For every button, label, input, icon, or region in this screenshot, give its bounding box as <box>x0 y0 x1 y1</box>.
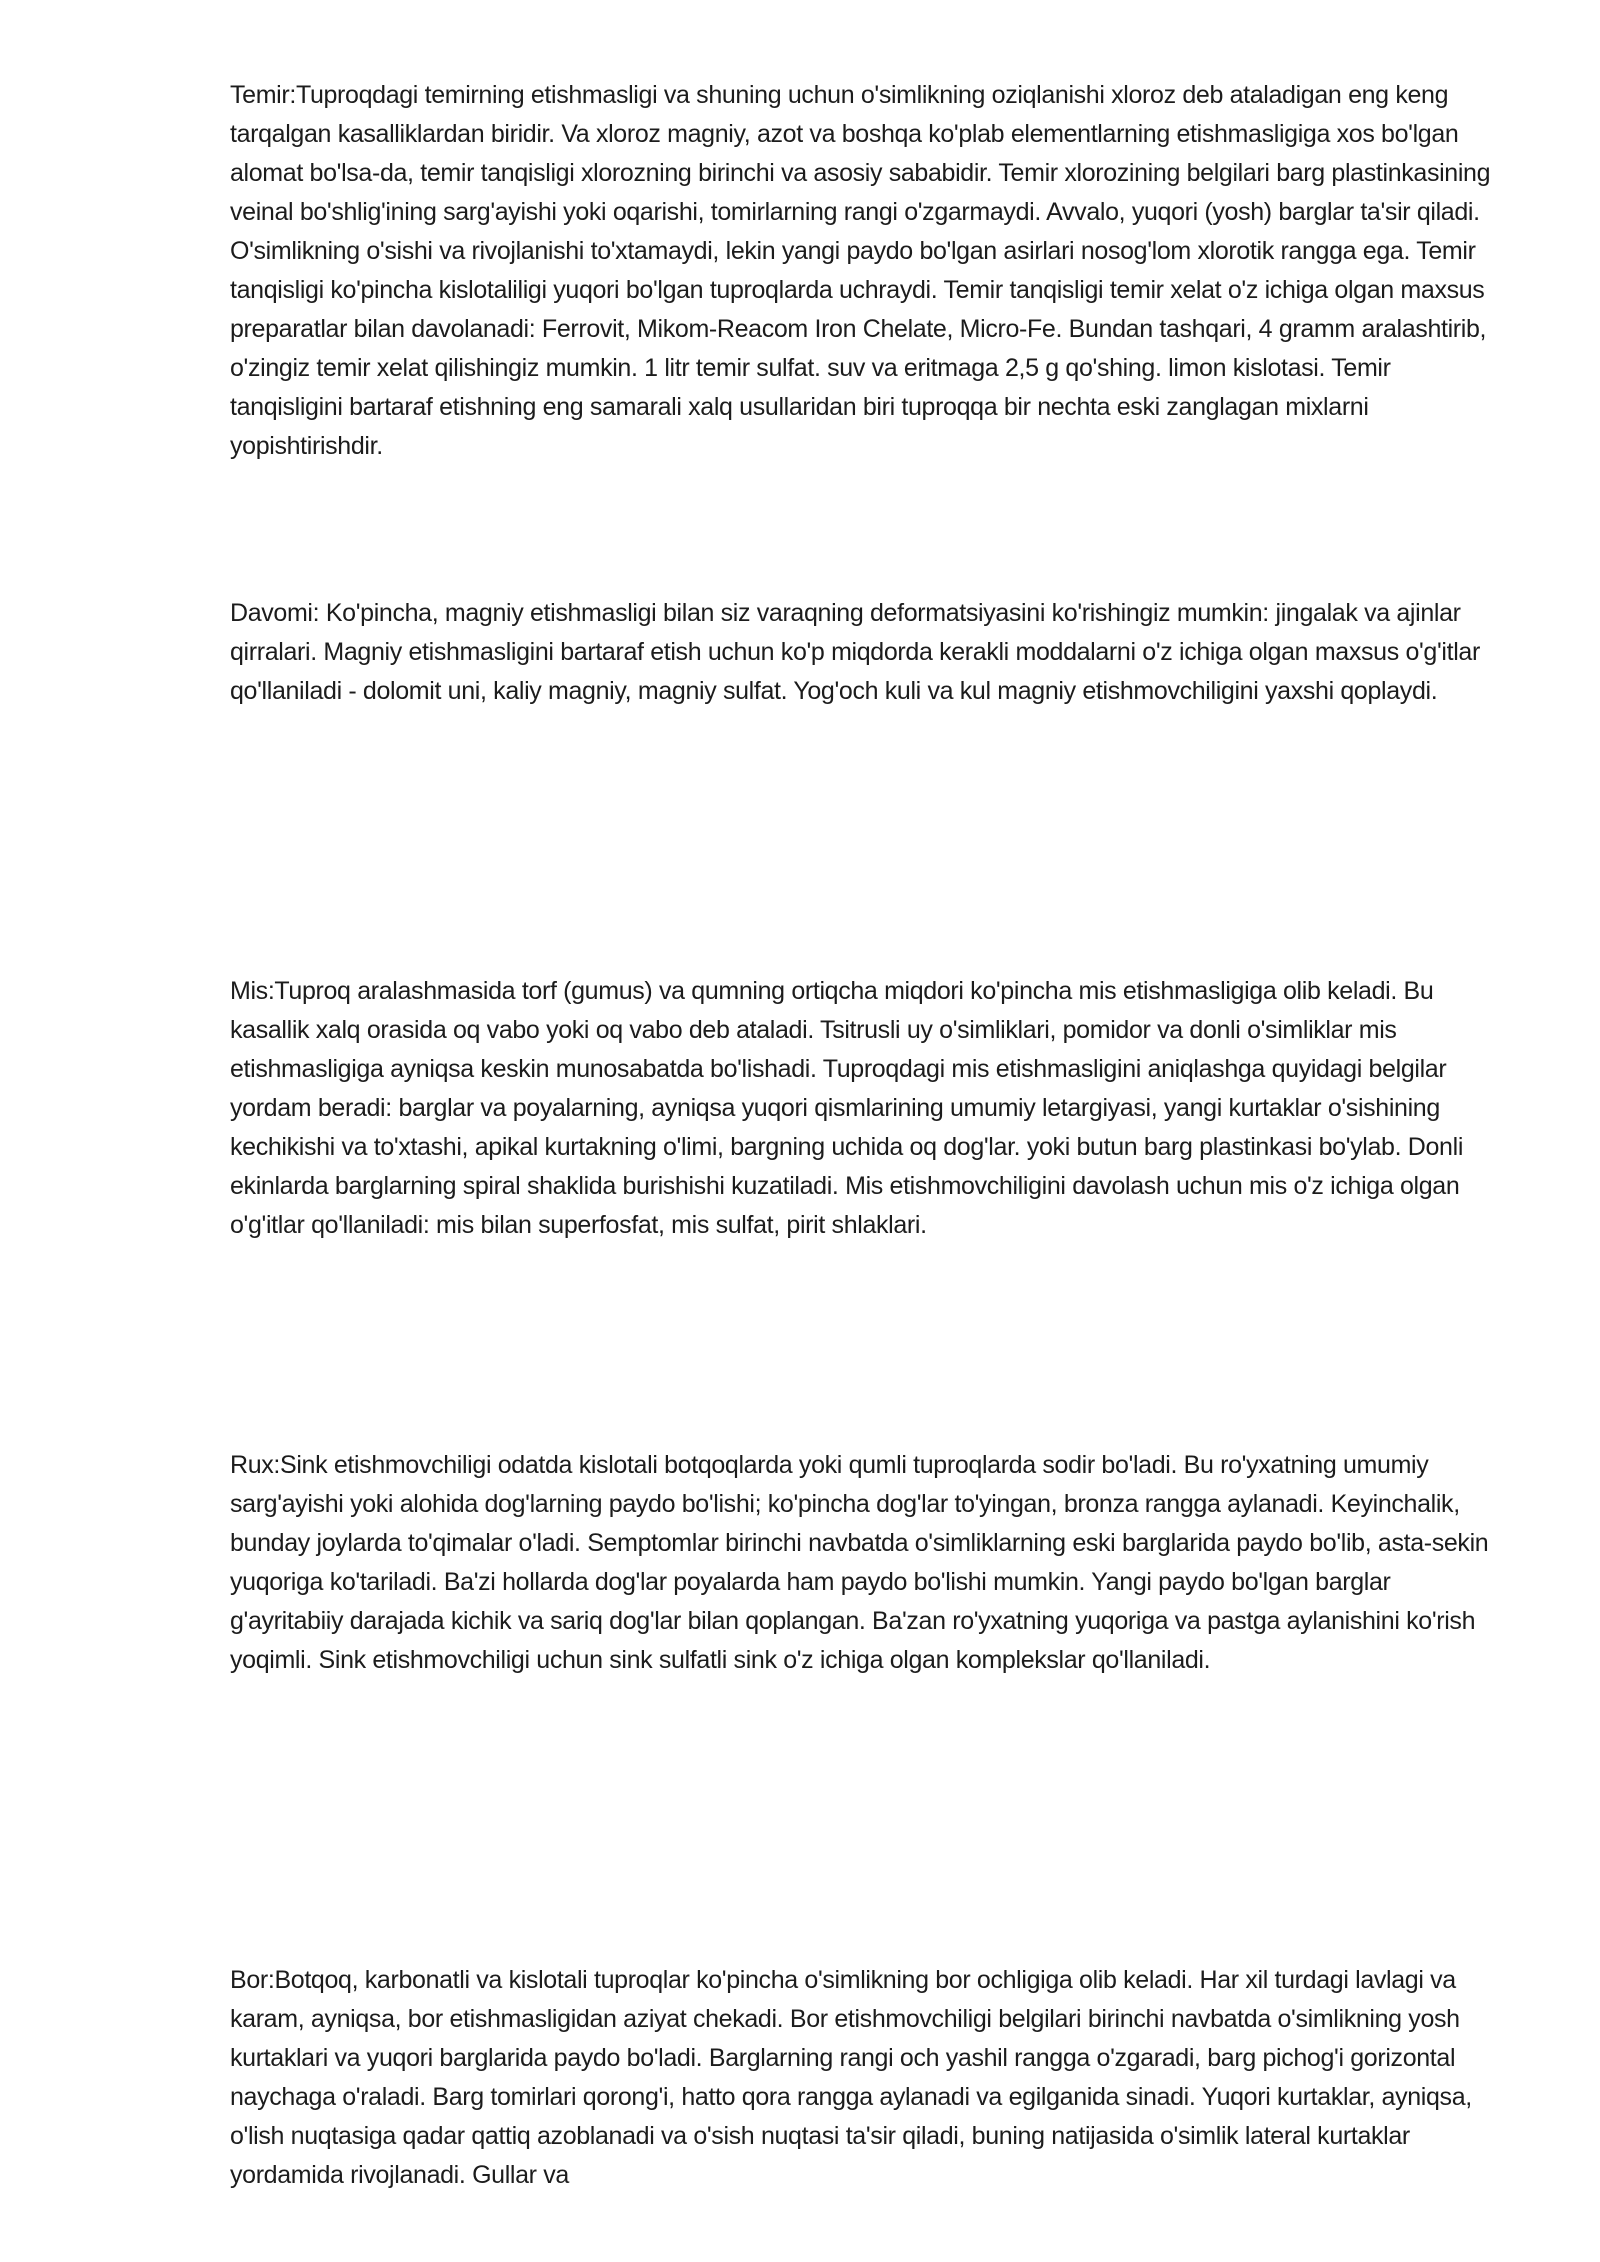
paragraph-mis: Mis:Tuproq aralashmasida torf (gumus) va qumning ortiqcha miqdori ko'pincha mis etishmasligiga olib keladi. Bu kasallik xalq orasida oq vabo yoki oq vabo deb ataladi. Tsitrusli uy o'simliklari, pomidor va donli o'simliklar mis etishmasligiga ayniqsa keskin munosabatda bo'lishadi. Tuproqdagi mis etishmasligini aniqlashga quyidagi belgilar yordam beradi: barglar va poyalarning, ayniqsa yuqori qismlarining umumiy letargiyasi, yangi kurtaklar o'sishining kechikishi va to'xtashi, apikal kurtakning o'limi, bargning uchida oq dog'lar. yoki butun barg plastinkasi bo'ylab. Donli ekinlarda barglarning spiral shaklida burishishi kuzatiladi. Mis etishmovchiligini davolash uchun mis o'z ichiga olgan o'g'itlar qo'llaniladi: mis bilan superfosfat, mis sulfat, pirit shlaklari. <box>230 977 1464 1239</box>
paragraph-rux: Rux:Sink etishmovchiligi odatda kislotali botqoqlarda yoki qumli tuproqlarda sodir bo'ladi. Bu ro'yxatning umumiy sarg'ayishi yoki alohida dog'larning paydo bo'lishi; ko'pincha dog'lar to'yingan, bronza rangga aylanadi. Keyinchalik, bunday joylarda to'qimalar o'ladi. Semptomlar birinchi navbatda o'simliklarning eski barglarida paydo bo'lib, asta-sekin yuqoriga ko'tariladi. Ba'zi hollarda dog'lar poyalarda ham paydo bo'lishi mumkin. Yangi paydo bo'lgan barglar g'ayritabiiy darajada kichik va sariq dog'lar bilan qoplangan. Ba'zan ro'yxatning yuqoriga va pastga aylanishini ko'rish yoqimli. Sink etishmovchiligi uchun sink sulfatli sink o'z ichiga olgan komplekslar qo'llaniladi. <box>230 1451 1489 1674</box>
paragraph-davomi: Davomi: Ko'pincha, magniy etishmasligi bilan siz varaqning deformatsiyasini ko'rishingiz mumkin: jingalak va ajinlar qirralari. Magniy etishmasligini bartaraf etish uchun ko'p miqdorda kerakli moddalarni o'z ichiga olgan maxsus o'g'itlar qo'llaniladi - dolomit uni, kaliy magniy, magniy sulfat. Yog'och kuli va kul magniy etishmovchiligini yaxshi qoplaydi. <box>230 599 1480 705</box>
paragraph-bor: Bor:Botqoq, karbonatli va kislotali tuproqlar ko'pincha o'simlikning bor ochligiga olib keladi. Har xil turdagi lavlagi va karam, ayniqsa, bor etishmasligidan aziyat chekadi. Bor etishmovchiligi belgilari birinchi navbatda o'simlikning yosh kurtaklari va yuqori barglarida paydo bo'ladi. Barglarning rangi och yashil rangga o'zgaradi, barg pichog'i gorizontal naychaga o'raladi. Barg tomirlari qorong'i, hatto qora rangga aylanadi va egilganida sinadi. Yuqori kurtaklar, ayniqsa, o'lish nuqtasiga qadar qattiq azoblanadi va o'sish nuqtasi ta'sir qiladi, buning natijasida o'simlik lateral kurtaklar yordamida rivojlanadi. Gullar va <box>230 1966 1472 2189</box>
paragraph-temir: Temir:Tuproqdagi temirning etishmasligi va shuning uchun o'simlikning oziqlanishi xloroz deb ataladigan eng keng tarqalgan kasalliklardan biridir. Va xloroz magniy, azot va boshqa ko'plab elementlarning etishmasligiga xos bo'lgan alomat bo'lsa-da, temir tanqisligi xlorozning birinchi va asosiy sababidir. Temir xlorozining belgilari barg plastinkasining veinal bo'shlig'ining sarg'ayishi yoki oqarishi, tomirlarning rangi o'zgarmaydi. Avvalo, yuqori (yosh) barglar ta'sir qiladi. O'simlikning o'sishi va rivojlanishi to'xtamaydi, lekin yangi paydo bo'lgan asirlari nosog'lom xlorotik rangga ega. Temir tanqisligi ko'pincha kislotaliligi yuqori bo'lgan tuproqlarda uchraydi. Temir tanqisligi temir xelat o'z ichiga olgan maxsus preparatlar bilan davolanadi: Ferrovit, Mikom-Reacom Iron Chelate, Micro-Fe. Bundan tashqari, 4 gramm aralashtirib, o'zingiz temir xelat qilishingiz mumkin. 1 litr temir sulfat. suv va eritmaga 2,5 g qo'shing. limon kislotasi. Temir tanqisligini bartaraf etishning eng samarali xalq usullaridan biri tuproqqa bir nechta eski zanglagan mixlarni yopishtirishdir. <box>230 81 1491 460</box>
